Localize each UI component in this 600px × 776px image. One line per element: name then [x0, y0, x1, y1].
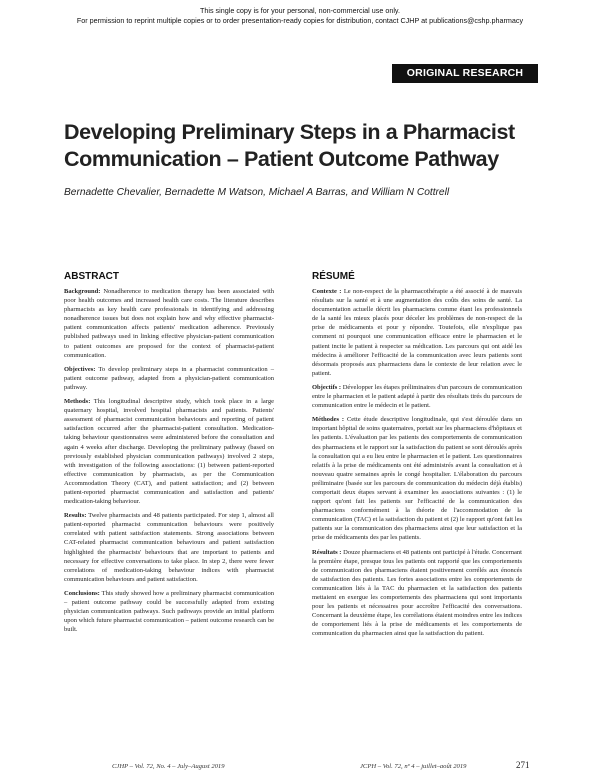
notice-line-2: For permission to reprint multiple copies or to order presentation-ready copies for distribution, contact CJHP at publications@cshp.pharmacy: [76, 16, 524, 25]
abstract-objectives: [64, 365, 274, 392]
methodes-label: Méthodes :: [312, 416, 345, 424]
methods-text: This longitudinal descriptive study, which took place in a large quaternary hospital, involved hospital pharmacists and patients. Patients' assessment of pharmacist communication behaviours and reporting of patient satisfaction occurred after the pharmacist-patient consultation. Medication-taking behaviour questionnaires were administered before the consultation and again 4 weeks after discharge. Developing the preliminary pathway (based on previously established physician communication pathways) involved 2 steps, with investigation of the following associations: (1) between patient-reported effective communication by pharmacists, as per the Communication Accommodation Theory (CAT), and patient satisfaction; and (2) between patient-reported pharmacist communication and satisfaction and patients' medication-taking behaviour.: [64, 398, 274, 506]
resume-objectifs: [312, 383, 522, 410]
page-number: 271: [516, 760, 530, 770]
resultats-text: Douze pharmaciens et 48 patients ont participé à l'étude. Concernant la première étape, presque tous les patients ont rapporté que les comportements de communication des pharmaciens étaient positivement corrélés aux énoncés de satisfaction des patients. Les fortes associations entre les comportements de communication liés à la TAC du pharmacien et la satisfaction des patients mettaient en exergue les comportements des pharmaciens qui sont importants pour les patients et nécessaires pour accroître l'efficacité des conversations. Concernant la deuxième étape, les corrélations étaient moindres entre les indices de comportement liés à la prise de médicaments et les comportements de communication du pharmacien ainsi que la satisfaction du patient.: [312, 548, 522, 638]
contexte-text: Le non-respect de la pharmacothérapie a été associé à de mauvais résultats sur la santé et à une augmentation des coûts des soins de santé. La documentation actuelle décrit les pharmaciens comme étant les professionnels de la santé les mieux placés pour déceler les problèmes de non-respect de la prise de médicaments et pour y répondre. Toutefois, elle n'explique pas comment ni pourquoi une communication efficace entre le pharmacien et le patient incite le patient à respecter sa médication. Les parcours qui ont aidé les médecins à améliorer l'efficacité de la communication avec leurs patients sont désormais proposés aux pharmaciens dans le contexte de leur relation avec le patient.: [312, 288, 522, 377]
abstract-results: [64, 511, 274, 584]
resume-methodes: [312, 415, 522, 542]
objectives-text: To develop preliminary steps in a pharmacist communication – patient outcome pathway, adapted from a physician-patient communication pathway.: [64, 365, 274, 391]
contexte-label: Contexte :: [312, 288, 342, 295]
objectives-label: Objectives:: [64, 365, 96, 373]
resume-heading: RÉSUMÉ: [312, 271, 355, 282]
methodes-text: Cette étude descriptive longitudinale, qui s'est déroulée dans un important hôpital de soins quaternaires, portait sur les pharmaciens d'hôpitaux et les patients. L'évaluation par les patients des comportements de communication des pharmaciens et le rapport sur la satisfaction du patient se sont déroulés après la consultation qui a eu lieu entre le pharmacien et le patient. Les questionnaires relatifs à la prise de médicaments ont été administrés avant la consultation et à nouveau quatre semaines après le congé hospitalier. L'élaboration du parcours préliminaire (basée sur les parcours de communication du médecin déjà établis) comportait deux étapes servant à examiner les associations suivantes : (1) le rapport qu'ont fait les patients sur l'efficacité de la communication des pharmaciens conformément à la théorie de l'accommodation de la communication (TAC) et la satisfaction du patient et (2) le rapport qu'ont fait les patients sur la communication des pharmaciens ainsi que leur satisfaction et la prise de médicaments des par les patients.: [312, 416, 522, 542]
resultats-label: Résultats :: [312, 548, 342, 556]
objectifs-text: Développer les étapes préliminaires d'un parcours de communication entre le pharmacien et le patient adapté à partir des résultats tirés du parcours de communication entre le médecin et le patient.: [312, 383, 523, 410]
resume-resultats: [312, 548, 522, 639]
abstract-methods: [64, 397, 274, 506]
abstract-column: [64, 271, 274, 639]
resume-contexte: [312, 287, 522, 378]
abstract-background: [64, 287, 274, 360]
results-label: Results:: [64, 512, 87, 520]
background-label: Background:: [64, 288, 101, 295]
conclusions-label: Conclusions:: [64, 589, 100, 597]
author-list: Bernadette Chevalier, Bernadette M Watson, Michael A Barras, and William N Cottrell: [64, 187, 450, 198]
abstract-conclusions: [64, 589, 274, 634]
copyright-notice: [0, 6, 600, 26]
abstract-heading: ABSTRACT: [64, 271, 119, 282]
conclusions-text: This study showed how a preliminary pharmacist communication – patient outcome pathway could be successfully adapted from existing physician communication pathways. Such pathways provide an initial platform upon which future pharmacist communication – patient outcome research can be built.: [64, 589, 274, 634]
resume-column: [312, 271, 522, 643]
methods-label: Methods:: [64, 398, 91, 406]
section-banner: ORIGINAL RESEARCH: [392, 64, 538, 83]
results-text: Twelve pharmacists and 48 patients participated. For step 1, almost all patient-reported pharmacist communication behaviours were positively correlated with patient satisfaction statements. Strong associations between CAT-related pharmacist communication behaviours and patient satisfaction highlighted the pharmacists' behaviours that are important to patients and necessary for effective conversations to take place. In step 2, there were fewer correlations of medication-taking behaviour indices with pharmacist communication behaviours and patient satisfaction.: [64, 512, 274, 583]
notice-line-1: This single copy is for your personal, non-commercial use only.: [199, 6, 400, 15]
footer-journal-en: CJHP – Vol. 72, No. 4 – July–August 2019: [112, 763, 225, 770]
footer-journal-fr: JCPH – Vol. 72, nº 4 – juillet–août 2019: [360, 763, 467, 770]
objectifs-label: Objectifs :: [312, 383, 342, 391]
background-text: Nonadherence to medication therapy has been associated with poor health outcomes and increased health care costs. The literature describes pharmacists as key health care professionals in identifying and addressing nonadherence issues but does not explain how and why effective pharmacist-patient communication affects patients' medication adherence. Previously published pathways used in linking effective physician-patient communication to patient outcomes are proposed for the context of pharmacist-patient communication.: [64, 288, 274, 359]
article-title: Developing Preliminary Steps in a Pharmacist Communication – Patient Outcome Pathway: [64, 120, 515, 171]
